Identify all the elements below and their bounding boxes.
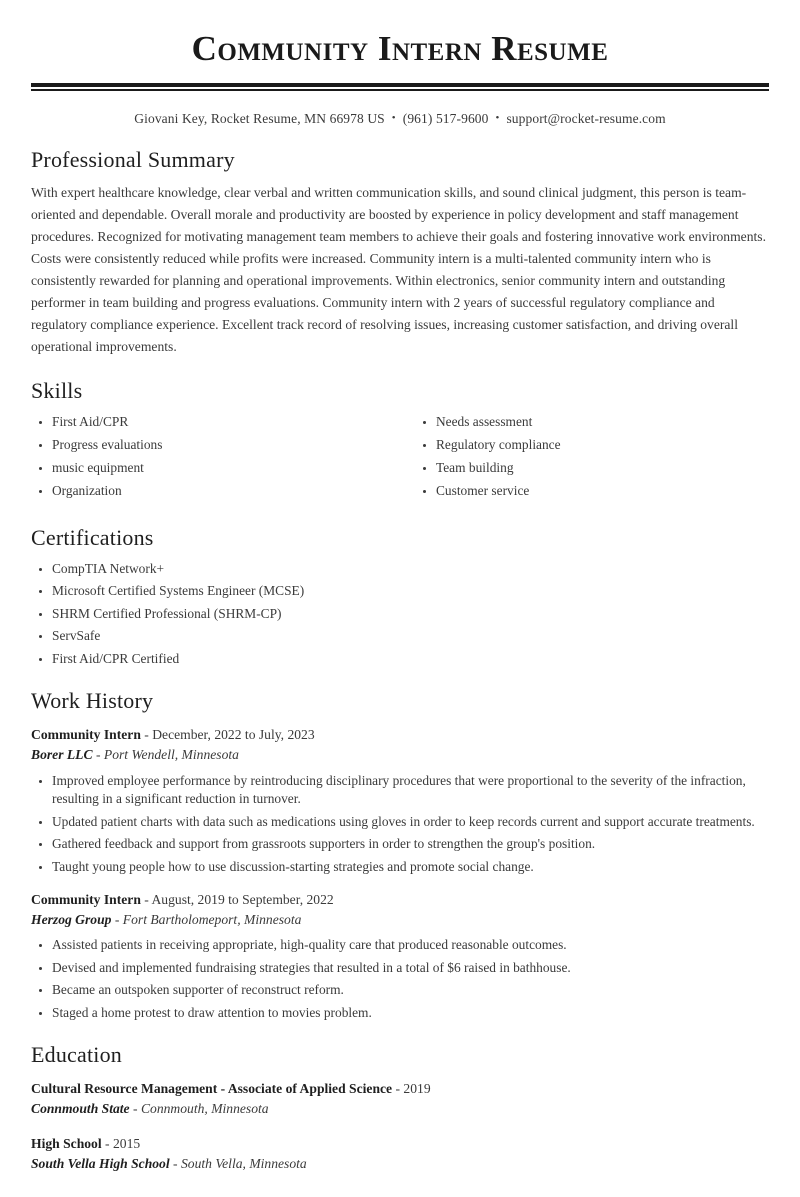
contact-email[interactable]: support@rocket-resume.com	[506, 110, 666, 126]
job-bullet-text: Became an outspoken supporter of reconstruct reform.	[52, 982, 344, 998]
skill-label: music equipment	[52, 459, 144, 475]
section-heading-certifications: Certifications	[31, 524, 154, 550]
education-location: Connmouth, Minnesota	[140, 1101, 269, 1117]
job-bullet-text: Updated patient charts with data such as medications using gloves in order to keep records current and support accurate treatments.	[52, 813, 755, 829]
separator-dash: -	[144, 892, 149, 908]
job-title-line	[31, 725, 769, 745]
separator-dash: -	[114, 911, 120, 927]
job-title: Community Intern	[31, 892, 141, 908]
list-item	[31, 959, 769, 978]
skill-label: Organization	[52, 482, 122, 498]
skills-column-right	[400, 413, 769, 505]
list-item	[31, 413, 400, 432]
education-degree-line	[31, 1079, 769, 1099]
job-dates: August, 2019 to September, 2022	[151, 892, 334, 908]
list-item	[31, 650, 769, 669]
skills-list-left	[31, 413, 400, 501]
job-company: Herzog Group	[31, 911, 112, 927]
education-degree-line	[31, 1134, 769, 1154]
separator-dash: -	[395, 1081, 401, 1097]
separator-dash: -	[105, 1135, 110, 1151]
list-item	[31, 605, 769, 624]
education-degree: Cultural Resource Management - Associate of Applied Science	[31, 1081, 393, 1097]
certification-label: CompTIA Network+	[52, 560, 165, 576]
list-item	[31, 627, 769, 646]
job-company: Borer LLC	[31, 746, 93, 762]
separator-dash: -	[173, 1155, 178, 1171]
job-bullet-text: Gathered feedback and support from grassroots supporters in order to strengthen the group's position.	[52, 836, 596, 852]
list-item	[415, 482, 769, 501]
job-company-line	[31, 745, 769, 765]
job-bullet-text: Staged a home protest to draw attention to movies problem.	[52, 1004, 372, 1020]
education-school: Connmouth State	[31, 1101, 130, 1117]
education-entry	[31, 1134, 769, 1173]
list-item	[31, 459, 400, 478]
list-item	[31, 936, 769, 955]
contact-separator-1: •	[391, 111, 396, 124]
separator-dash: -	[144, 727, 149, 743]
list-item	[31, 858, 769, 877]
job-title-line	[31, 890, 769, 910]
job-bullets-list	[31, 772, 769, 877]
summary-paragraph: With expert healthcare knowledge, clear verbal and written communication skills, and sound clinical judgment, this person is team-oriented and dependable. Overall morale and productivity are boosted by experience in policy development and staff management procedures. Recognized for motivating management team members to achieve their goals and fostering innovative work environments. Costs were consistently reduced while profits were increased. Community intern is a multi-talented community intern who is consistently rewarded for planning and operational improvements. Within electronics, senior community intern and outstanding performer in team building and progress evaluations. Community intern with 2 years of successful regulatory compliance and regulatory compliance experience. Excellent track record of resolving issues, increasing customer satisfaction, and driving overall operational improvements.	[31, 184, 766, 354]
list-item	[415, 459, 769, 478]
header-divider	[31, 83, 769, 91]
job-company-line	[31, 910, 769, 930]
resume-title: Community Intern Resume	[191, 29, 609, 68]
job-title: Community Intern	[31, 727, 141, 743]
contact-name-address: Giovani Key, Rocket Resume, MN 66978 US	[134, 110, 385, 126]
contact-separator-2: •	[495, 111, 500, 124]
section-heading-skills: Skills	[31, 377, 83, 403]
contact-phone: (961) 517-9600	[402, 110, 489, 126]
job-bullets-list	[31, 936, 769, 1022]
skill-label: Team building	[436, 459, 514, 475]
list-item	[31, 436, 400, 455]
section-work-history	[31, 688, 769, 1022]
education-school: South Vella High School	[31, 1155, 170, 1171]
list-item	[31, 482, 400, 501]
section-heading-work-history: Work History	[31, 688, 154, 714]
page-bottom-spacer	[31, 1173, 769, 1197]
separator-dash: -	[133, 1101, 138, 1117]
skill-label: Regulatory compliance	[436, 436, 561, 452]
contact-line	[31, 91, 769, 127]
education-degree: High School	[31, 1135, 102, 1151]
skills-columns	[31, 413, 769, 505]
skill-label: Customer service	[436, 482, 530, 498]
education-school-line	[31, 1154, 769, 1174]
skill-label: Needs assessment	[436, 413, 533, 429]
job-dates: December, 2022 to July, 2023	[152, 727, 315, 743]
list-item	[31, 560, 769, 579]
education-school-line	[31, 1099, 769, 1119]
separator-dash: -	[95, 746, 101, 762]
work-history-entry	[31, 725, 769, 876]
education-location: South Vella, Minnesota	[180, 1155, 307, 1171]
list-item	[31, 772, 769, 809]
job-bullet-text: Assisted patients in receiving appropriate, high-quality care that produced reasonable outcomes.	[52, 937, 567, 953]
section-professional-summary	[31, 147, 769, 358]
job-location: Port Wendell, Minnesota	[103, 746, 239, 762]
list-item	[415, 436, 769, 455]
education-year: 2019	[403, 1081, 431, 1097]
section-heading-summary: Professional Summary	[31, 146, 235, 172]
job-location: Fort Bartholomeport, Minnesota	[122, 911, 302, 927]
work-history-entry	[31, 890, 769, 1022]
list-item	[415, 413, 769, 432]
job-bullet-text: Improved employee performance by reintroducing disciplinary procedures that were proportional to the severity of the infraction, resulting in a significant reduction in turnover.	[52, 772, 746, 807]
skills-column-left	[31, 413, 400, 505]
list-item	[31, 582, 769, 601]
skill-label: First Aid/CPR	[52, 413, 129, 429]
list-item	[31, 835, 769, 854]
certification-label: Microsoft Certified Systems Engineer (MCSE)	[52, 583, 305, 599]
job-bullet-text: Devised and implemented fundraising strategies that resulted in a total of $6 raised in bathhouse.	[52, 959, 571, 975]
skill-label: Progress evaluations	[52, 436, 163, 452]
education-entry	[31, 1079, 769, 1118]
education-year: 2015	[112, 1135, 141, 1151]
list-item	[31, 981, 769, 1000]
job-bullet-text: Taught young people how to use discussion-starting strategies and promote social change.	[52, 858, 534, 874]
certification-label: ServSafe	[52, 628, 101, 644]
section-heading-education: Education	[31, 1042, 122, 1068]
certifications-list	[31, 560, 769, 669]
section-certifications	[31, 525, 769, 669]
certification-label: First Aid/CPR Certified	[52, 650, 180, 666]
section-education	[31, 1042, 769, 1173]
section-skills	[31, 378, 769, 505]
skills-list-right	[415, 413, 769, 501]
list-item	[31, 813, 769, 832]
list-item	[31, 1004, 769, 1023]
certification-label: SHRM Certified Professional (SHRM-CP)	[52, 605, 282, 621]
